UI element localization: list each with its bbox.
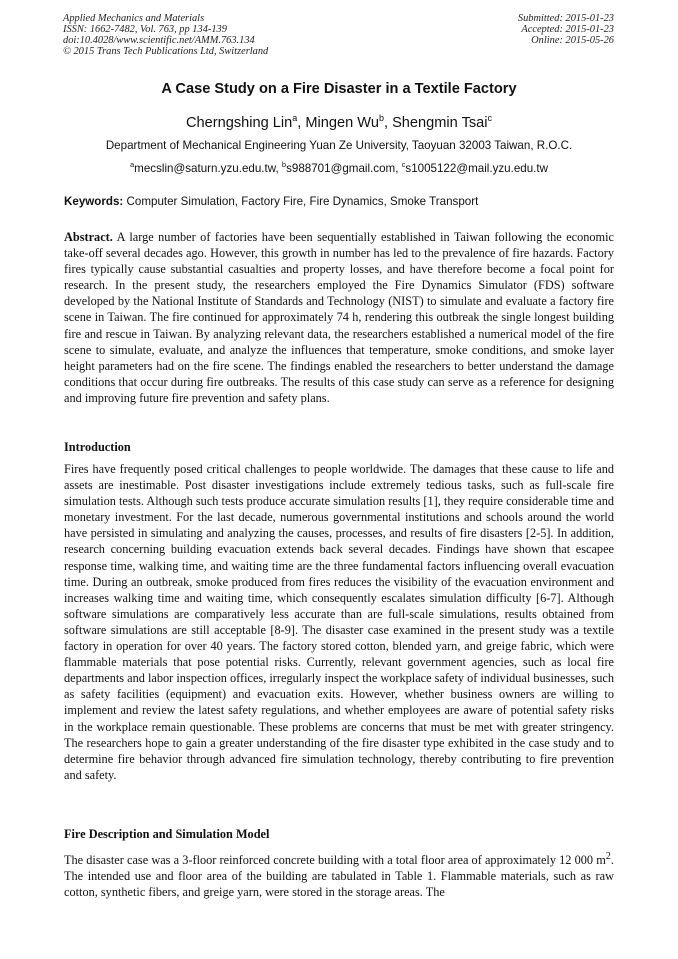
- journal-doi: doi:10.4028/www.scientific.net/AMM.763.134: [63, 35, 255, 46]
- email-mark: b: [281, 160, 287, 169]
- journal-header-left: [63, 13, 268, 57]
- author-mark: b: [378, 113, 384, 123]
- author-separator: ,: [297, 114, 306, 131]
- abstract-label: Abstract.: [64, 230, 113, 244]
- email-separator: ,: [275, 161, 282, 175]
- journal-copyright: © 2015 Trans Tech Publications Ltd, Switzerland: [63, 46, 269, 57]
- paper-title: A Case Study on a Fire Disaster in a Textile Factory: [161, 81, 517, 97]
- journal-name: Applied Mechanics and Materials: [63, 13, 205, 24]
- submitted-date: Submitted: 2015-01-23: [517, 13, 614, 24]
- email-address: s988701@gmail.com: [286, 161, 396, 175]
- abstract-text: A large number of factories have been sequentially established in Taiwan following the economic take-off several decades ago. However, this growth in number has led to the prevalence of fire hazards. Factory fires typically cause substantial casualties and property losses, and have therefore become a focal point for research. In the present study, the researchers employed the Fire Dynamics Simulator (FDS) software developed by the National Institute of Standards and Technology (NIST) to simulate and evaluate a factory fire scene in Taiwan. The fire continued for approximately 74 h, rendering this outbreak the single longest building fire and rescue in Taiwan. By analyzing relevant data, the researchers established a numerical model of the fire scene to simulate, evaluate, and analyze the influences that temperature, smoke conditions, and smoke layer height parameters had on the fire scene. The findings enabled the researchers to better understand the damage conditions that occur during fire outbreaks. The results of this case study can serve as a reference for designing and improving future fire prevention and safety plans.: [64, 230, 614, 405]
- accepted-date: Accepted: 2015-01-23: [521, 24, 614, 35]
- online-date: Online: 2015-05-26: [531, 35, 614, 46]
- author-name: Cherngshing Lin: [185, 114, 293, 131]
- author-emails: [0, 160, 678, 175]
- abstract: [64, 229, 614, 406]
- author-name: Mingen Wu: [305, 114, 379, 131]
- author-mark: c: [487, 113, 493, 123]
- keywords: [64, 195, 614, 208]
- author-list: [0, 113, 678, 131]
- fire-description-heading: Fire Description and Simulation Model: [64, 827, 270, 841]
- introduction-text: Fires have frequently posed critical challenges to people worldwide. The damages that these cause to life and assets are inestimable. Post disaster investigations include extremely tedious tasks, such as full-scale fire simulation tests. Although such tests produce accurate simulation results [1], they require considerable time and monetary investment. For the last decade, numerous governmental institutions and schools around the world have persisted in simulating and analyzing the causes, processes, and results of fire disasters [2-5]. In addition, research concerning building evacuation extends back several decades. Findings have shown that escapee response time, walking time, and waiting time are the three fundamental factors influencing overall evacuation time. During an outbreak, smoke produced from fires reduces the visibility of the evacuation environment and increases walking time and waiting time, which consequently escalates simulation difficulty [6-7]. Although software simulations are comparatively less accurate than are full-scale simulations, results obtained from software simulations are still acceptable [8-9]. The disaster case examined in the present study was a textile factory in operation for over 40 years. The factory stored cotton, blended yarn, and greige fabric, which were flammable materials that pose potential risks. Currently, relevant government agencies, such as local fire departments and labor inspection offices, irregularly inspect the workplace safety of individual businesses, such as safety facilities (equipment) and evacuation exits. However, whether business owners are willing to implement and review the latest safety regulations, and whether employees are aware of potential safety risks in the workplace remain questionable. These problems are concerns that must be met with greater stringency. The researchers hope to gain a greater understanding of the fire disaster type exhibited in the case study and to determine fire behavior through advanced fire simulation technology, thereby contributing to fire prevention and safety.: [64, 462, 614, 782]
- keywords-text: Computer Simulation, Factory Fire, Fire Dynamics, Smoke Transport: [126, 195, 479, 208]
- keywords-label: Keywords:: [64, 195, 124, 208]
- affiliation: Department of Mechanical Engineering Yuan Ze University, Taoyuan 32003 Taiwan, R.O.C.: [105, 139, 573, 152]
- email-mark: a: [130, 160, 135, 169]
- email-address: mecslin@saturn.yzu.edu.tw: [134, 161, 276, 175]
- fire-text-part2: . The intended use and floor area of the building are tabulated in Table 1. Flammable materials, such as raw cotton, synthetic fibers, and greige yarn, were stored in the storage areas. The: [64, 853, 614, 900]
- email-separator: ,: [395, 161, 402, 175]
- author-separator: ,: [383, 114, 393, 131]
- email-address: s1005122@mail.yzu.edu.tw: [405, 161, 548, 175]
- fire-text-part1: The disaster case was a 3-floor reinforced concrete building with a total floor area of approximately 12 000 m: [64, 853, 606, 868]
- journal-issn: ISSN: 1662-7482, Vol. 763, pp 134-139: [63, 24, 227, 35]
- fire-description-text: [64, 849, 614, 900]
- journal-header-right: [518, 13, 614, 46]
- fire-text-superscript: 2: [605, 851, 611, 862]
- introduction-heading: Introduction: [64, 440, 131, 454]
- author-mark: a: [292, 113, 298, 123]
- email-mark: c: [401, 160, 406, 169]
- author-name: Shengmin Tsai: [392, 114, 488, 131]
